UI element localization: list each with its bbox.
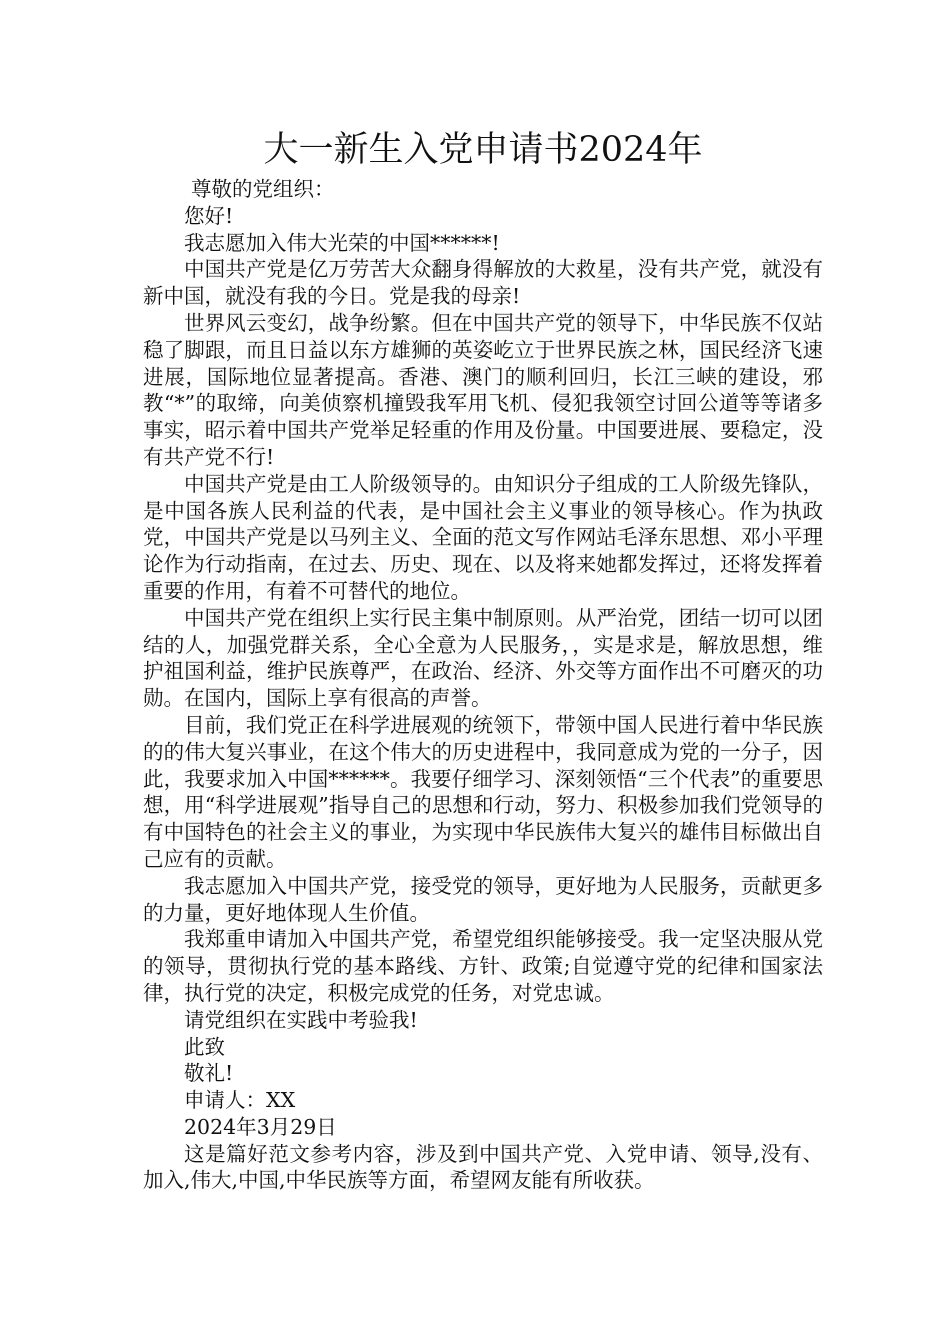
- closing-zhizhi: 此致: [184, 1034, 225, 1059]
- paragraph-body: 我郑重申请加入中国共产党，希望党组织能够接受。我一定坚决服从党的领导，贯彻执行党的基本路线、方针、政策;自觉遵守党的纪律和国家法律，执行党的决定，积极完成党的任务，对党忠诚。: [143, 927, 823, 1005]
- paragraph-intent: 我志愿加入伟大光荣的中国******!: [184, 230, 500, 255]
- paragraph-body: 中国共产党在组织上实行民主集中制原则。从严治党，团结一切可以团结的人，加强党群关系，全心全意为人民服务，，实是求是，解放思想，维护祖国利益，维护民族尊严，在政治、经济、外交等方面作出不可磨灭的功勋。在国内，国际上享有很高的声誉。: [143, 605, 823, 711]
- paragraph-body: 目前，我们党正在科学进展观的统领下，带领中国人民进行着中华民族的的伟大复兴事业，在这个伟大的历史进程中，我同意成为党的一分子，因此，我要求加入中国******。我要仔细学习、深刻领悟“三个代表”的重要思想，用“科学进展观”指导自己的思想和行动，努力、积极参加我们党领导的有中国特色的社会主义的事业，为实现中华民族伟大复兴的雄伟目标做出自己应有的贡献。: [143, 712, 823, 871]
- document-title: 大一新生入党申请书2024年: [263, 130, 703, 170]
- paragraph-body: 世界风云变幻，战争纷繁。但在中国共产党的领导下，中华民族不仅站稳了脚跟，而且日益以东方雄狮的英姿屹立于世界民族之林，国民经济飞速进展，国际地位显著提高。香港、澳门的顺利回归，长江三峡的建设，邪教“*”的取缔，向美侦察机撞毁我军用飞机、侵犯我领空讨回公道等等诸多事实，昭示着中国共产党举足轻重的作用及份量。中国要进展、要稳定，没有共产党不行!: [143, 310, 823, 469]
- paragraph-footer-note: 这是篇好范文参考内容，涉及到中国共产党、入党申请、领导,没有、加入,伟大,中国,中华民族等方面，希望网友能有所收获。: [143, 1141, 823, 1193]
- closing-jingli: 敬礼!: [184, 1061, 234, 1086]
- document-page: [143, 126, 823, 1194]
- applicant-name: 申请人：XX: [184, 1088, 296, 1113]
- paragraph-body: 中国共产党是由工人阶级领导的。由知识分子组成的工人阶级先锋队，是中国各族人民利益的代表，是中国社会主义事业的领导核心。作为执政党，中国共产党是以马列主义、全面的范文写作网站毛泽东思想、邓小平理论作为行动指南，在过去、历史、现在、以及将来她都发挥过，还将发挥着重要的作用，有着不可替代的地位。: [143, 471, 823, 603]
- document-date: 2024年3月29日: [184, 1114, 337, 1139]
- document-body: [143, 176, 823, 1194]
- paragraph-closing: 请党组织在实践中考验我!: [184, 1007, 418, 1032]
- paragraph-body: 中国共产党是亿万劳苦大众翻身得解放的大救星，没有共产党，就没有新中国，就没有我的今日。党是我的母亲!: [143, 257, 823, 309]
- salutation: 尊敬的党组织：: [191, 177, 335, 201]
- paragraph-greeting: 您好!: [184, 203, 234, 228]
- paragraph-body: 我志愿加入中国共产党，接受党的领导，更好地为人民服务，贡献更多的力量，更好地体现人生价值。: [143, 873, 823, 925]
